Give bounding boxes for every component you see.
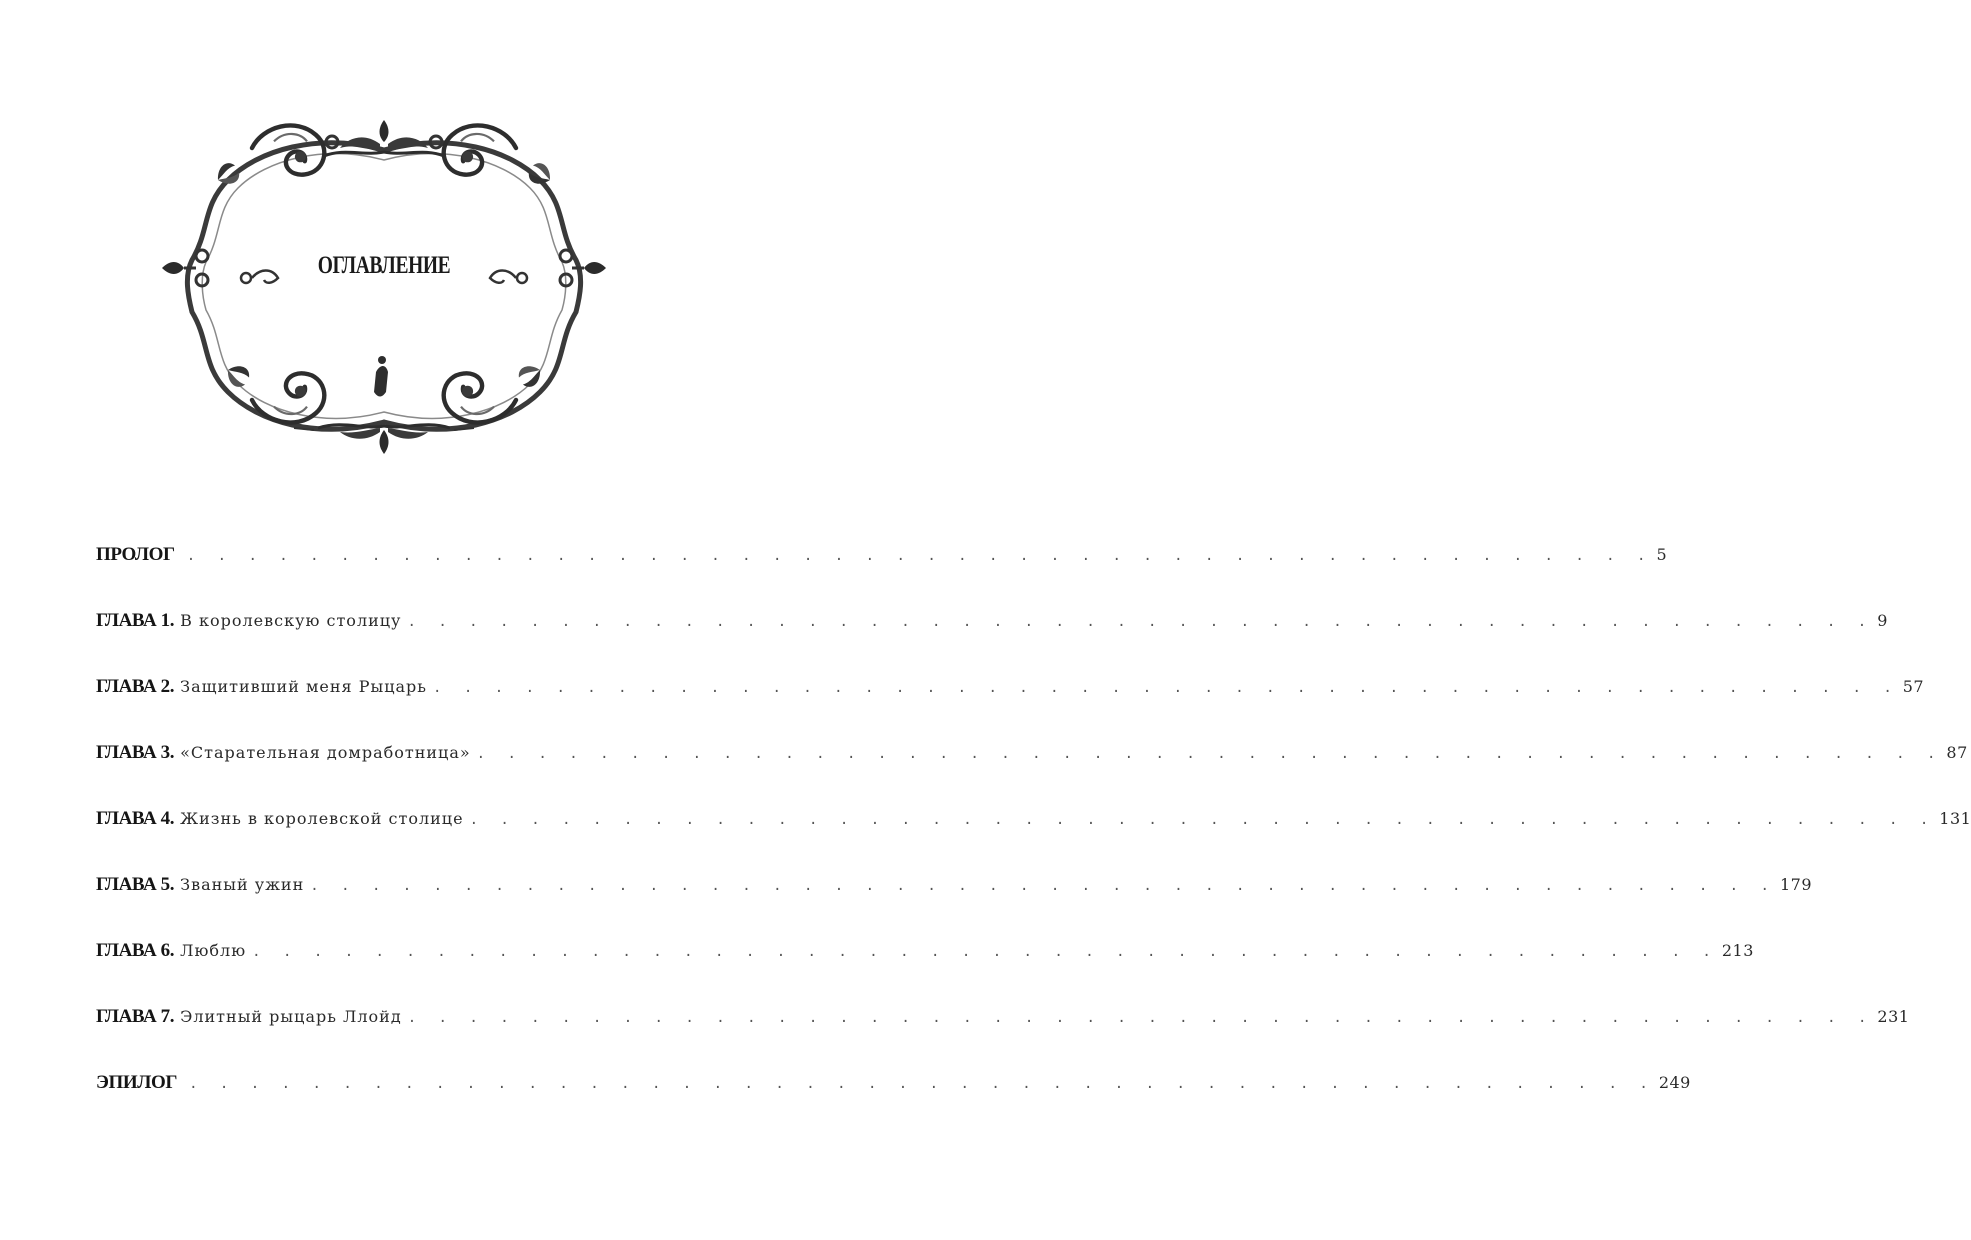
- toc-page-number: 5: [1656, 545, 1668, 564]
- toc-entry-chapter-4: [96, 802, 1971, 868]
- toc-entry-chapter-3: [96, 736, 1968, 802]
- toc-leader: . . . . . . . . . . . . . . . . . . . . . . . . . . . . . . . . . . . . . . . . . . . . . . . .: [186, 548, 1653, 564]
- toc-entry-chapter-6: [96, 934, 1754, 1000]
- toc-entry-chapter-5: [96, 868, 1813, 934]
- toc-entry-prologue: [96, 538, 1668, 604]
- toc-label: ГЛАВА 5.: [96, 874, 175, 895]
- toc-label: ПРОЛОГ: [96, 544, 175, 565]
- toc-leader: . . . . . . . . . . . . . . . . . . . . . . . . . . . . . . . . . . . . . . . . . . . . . . . .: [433, 680, 1899, 696]
- toc-leader: . . . . . . . . . . . . . . . . . . . . . . . . . . . . . . . . . . . . . . . . . . . . . . . .: [407, 1010, 1874, 1026]
- toc-leader: . . . . . . . . . . . . . . . . . . . . . . . . . . . . . . . . . . . . . . . . . . . . . . . .: [469, 812, 1936, 828]
- toc-page-number: 57: [1902, 677, 1925, 696]
- toc-label: ГЛАВА 7.: [96, 1006, 175, 1027]
- toc-page-number: 87: [1946, 743, 1968, 762]
- toc-label: ГЛАВА 6.: [96, 940, 175, 961]
- toc-page-number: 9: [1877, 611, 1888, 630]
- toc-chapter-title: В королевскую столицу: [180, 611, 402, 630]
- ornamental-frame-icon: [148, 110, 620, 462]
- toc-leader: . . . . . . . . . . . . . . . . . . . . . . . . . . . . . . . . . . . . . . . . . . . . . . . .: [252, 944, 1718, 960]
- toc-entry-epilogue: [96, 1066, 1691, 1132]
- toc-label: ГЛАВА 4.: [96, 808, 175, 829]
- toc-leader: . . . . . . . . . . . . . . . . . . . . . . . . . . . . . . . . . . . . . . . . . . . . . . . .: [407, 614, 1874, 630]
- toc-leader: . . . . . . . . . . . . . . . . . . . . . . . . . . . . . . . . . . . . . . . . . . . . . . . .: [310, 878, 1776, 894]
- toc-chapter-title: Люблю: [180, 941, 247, 960]
- toc-chapter-title: «Старательная домработница»: [180, 743, 471, 762]
- toc-page-number: 131: [1939, 809, 1971, 828]
- toc-page-number: 179: [1779, 875, 1813, 894]
- toc-leader: . . . . . . . . . . . . . . . . . . . . . . . . . . . . . . . . . . . . . . . . . . . . . . . .: [476, 746, 1943, 762]
- toc-leader: . . . . . . . . . . . . . . . . . . . . . . . . . . . . . . . . . . . . . . . . . . . . . . . .: [189, 1076, 1655, 1092]
- toc-label: ГЛАВА 3.: [96, 742, 175, 763]
- toc-label: ГЛАВА 1.: [96, 610, 175, 631]
- toc-chapter-title: Жизнь в королевской столице: [180, 809, 464, 828]
- toc-chapter-title: Защитивший меня Рыцарь: [180, 677, 428, 696]
- toc-page-number: 213: [1721, 941, 1754, 960]
- table-of-contents: [96, 538, 1971, 1132]
- toc-entry-chapter-7: [96, 1000, 1910, 1066]
- toc-label: ГЛАВА 2.: [96, 676, 175, 697]
- toc-entry-chapter-1: [96, 604, 1888, 670]
- toc-chapter-title: Званый ужин: [180, 875, 305, 894]
- toc-label: ЭПИЛОГ: [96, 1072, 178, 1093]
- page-title: ОГЛАВЛЕНИЕ: [317, 252, 451, 279]
- toc-chapter-title: Элитный рыцарь Ллойд: [180, 1007, 402, 1026]
- toc-page-number: 231: [1877, 1007, 1910, 1026]
- toc-page-number: 249: [1658, 1073, 1691, 1092]
- toc-entry-chapter-2: [96, 670, 1925, 736]
